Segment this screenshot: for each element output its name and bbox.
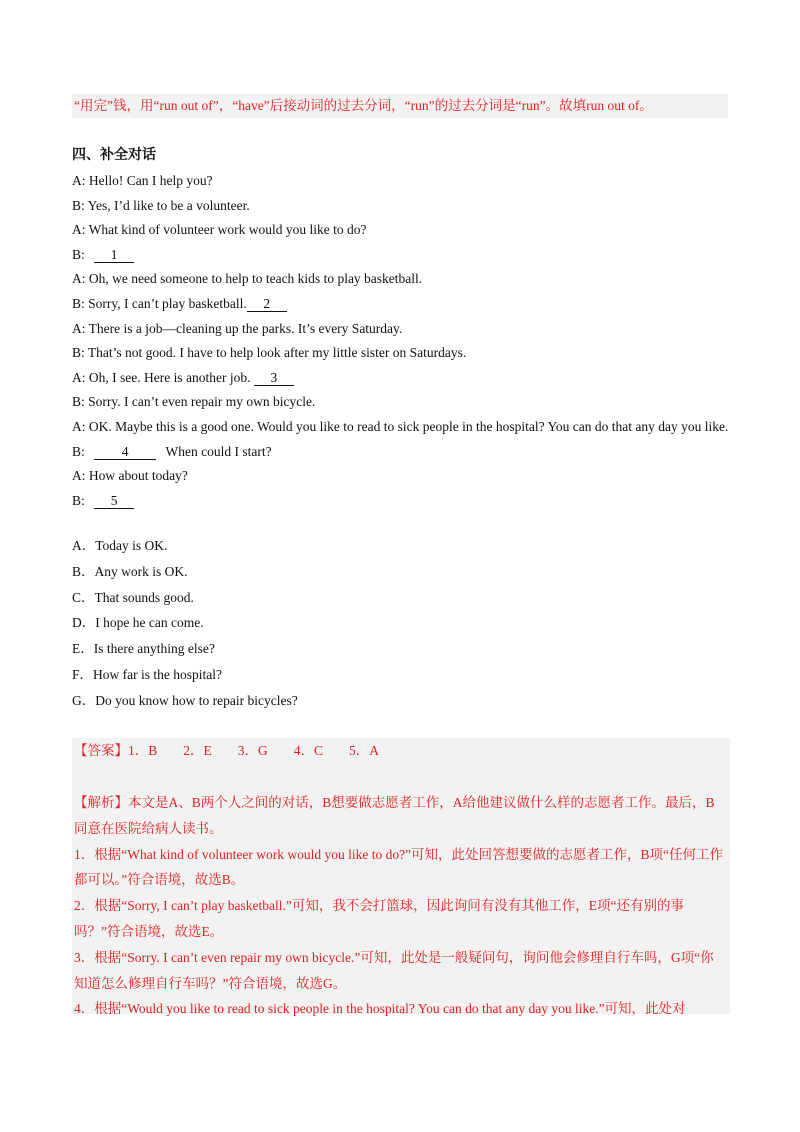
dialogue-text: Yes, I’d like to be a volunteer. <box>87 197 250 213</box>
dialogue-line <box>72 292 732 317</box>
dialogue-line <box>72 366 732 391</box>
option-g: G．Do you know how to repair bicycles? <box>72 692 298 708</box>
option-d: D．I hope he can come. <box>72 615 204 631</box>
dialogue-text: Sorry. I can’t even repair my own bicycle. <box>88 394 316 410</box>
speaker: B: <box>72 345 85 361</box>
answer-item: 4．C <box>293 743 324 758</box>
dialogue-line <box>72 464 732 489</box>
answer-explanation-box <box>72 738 730 1017</box>
dialogue-line <box>72 341 732 366</box>
speaker: A: <box>72 468 86 484</box>
speaker: A: <box>72 418 86 434</box>
dialogue <box>72 169 732 513</box>
dialogue-text: Hello! Can I help you? <box>88 173 213 188</box>
answer-blank-4: 4 <box>94 444 156 460</box>
dialogue-text: What kind of volunteer work would you like to do? <box>88 222 367 238</box>
dialogue-line <box>72 194 732 219</box>
dialogue-line <box>72 218 732 243</box>
explanation-paragraph: 3．根据“Sorry. I can’t even repair my own bicycle.”可知，此处是一般疑问句，询问他会修理自行车吗，G项“你知道怎么修理自行车吗？”符合语境，故选G。 <box>74 949 714 991</box>
dialogue-line <box>72 415 732 440</box>
dialogue-line <box>72 390 732 415</box>
answer-blank-5: 5 <box>94 493 134 509</box>
speaker: B: <box>72 394 85 410</box>
answer-blank-2: 2 <box>247 296 287 312</box>
explanation-paragraph: 【解析】本文是A、B两个人之间的对话，B想要做志愿者工作，A给他建议做什么样的志愿者工作。最后，B同意在医院给病人读书。 <box>74 795 715 836</box>
previous-explanation: “用完”钱，用“run out of”，“have”后接动词的过去分词，“run”的过去分词是“run”。故填run out of。 <box>72 94 728 118</box>
option-e: E．Is there anything else? <box>72 641 215 657</box>
dialogue-line <box>72 440 732 465</box>
dialogue-text: Oh, I see. Here is another job. <box>88 369 251 385</box>
explanation <box>74 790 724 1022</box>
dialogue-line <box>72 267 732 292</box>
dialogue-text: That’s not good. I have to help look after my little sister on Saturdays. <box>87 345 467 361</box>
answer-line <box>74 740 405 762</box>
speaker: B: <box>72 295 85 311</box>
explanation-paragraph: 4．根据“Would you like to read to sick people in the hospital? You can do that any day you like.”可知，此处对 <box>74 1001 686 1017</box>
dialogue-text: There is a job—cleaning up the parks. It’s every Saturday. <box>88 320 403 336</box>
option-a: A．Today is OK. <box>72 538 168 553</box>
speaker: A: <box>72 271 86 287</box>
dialogue-text: OK. Maybe this is a good one. Would you like to read to sick people in the hospital? You can do that any day you like. <box>88 418 729 434</box>
answer-blank-1: 1 <box>94 247 134 263</box>
speaker: B: <box>72 492 85 508</box>
dialogue-text: Oh, we need someone to help to teach kids to play basketball. <box>88 271 423 287</box>
speaker: A: <box>72 320 86 336</box>
dialogue-text: When could I start? <box>165 443 272 459</box>
answer-label: 【答案】 <box>74 743 128 758</box>
dialogue-line <box>72 317 732 342</box>
dialogue-text: How about today? <box>88 468 188 484</box>
answer-item: 3．G <box>237 743 268 758</box>
speaker: A: <box>72 369 86 385</box>
speaker: A: <box>72 222 86 238</box>
explanation-paragraph: 1．根据“What kind of volunteer work would you like to do?”可知，此处回答想要做的志愿者工作，B项“任何工作都可以。”符合语境，故选B。 <box>74 846 724 888</box>
answer-item: 1．B <box>128 743 158 758</box>
dialogue-line <box>72 169 732 194</box>
speaker: B: <box>72 197 85 213</box>
option-c: C．That sounds good. <box>72 589 194 605</box>
speaker: B: <box>72 443 85 459</box>
answer-item: 2．E <box>183 743 212 758</box>
speaker: A: <box>72 173 86 188</box>
explanation-paragraph: 2．根据“Sorry, I can’t play basketball.”可知，我不会打篮球，因此询问有没有其他工作，E项“还有别的事吗？”符合语境，故选E。 <box>74 898 685 939</box>
options-list <box>72 533 732 714</box>
speaker: B: <box>72 246 85 262</box>
option-f: F．How far is the hospital? <box>72 666 222 682</box>
option-b: B．Any work is OK. <box>72 563 188 579</box>
answer-item: 5．A <box>349 743 380 758</box>
dialogue-line <box>72 489 732 514</box>
dialogue-line <box>72 243 732 268</box>
dialogue-text: Sorry, I can’t play basketball. <box>88 295 247 311</box>
section-title: 四、补全对话 <box>72 147 156 163</box>
answer-blank-3: 3 <box>254 370 294 386</box>
